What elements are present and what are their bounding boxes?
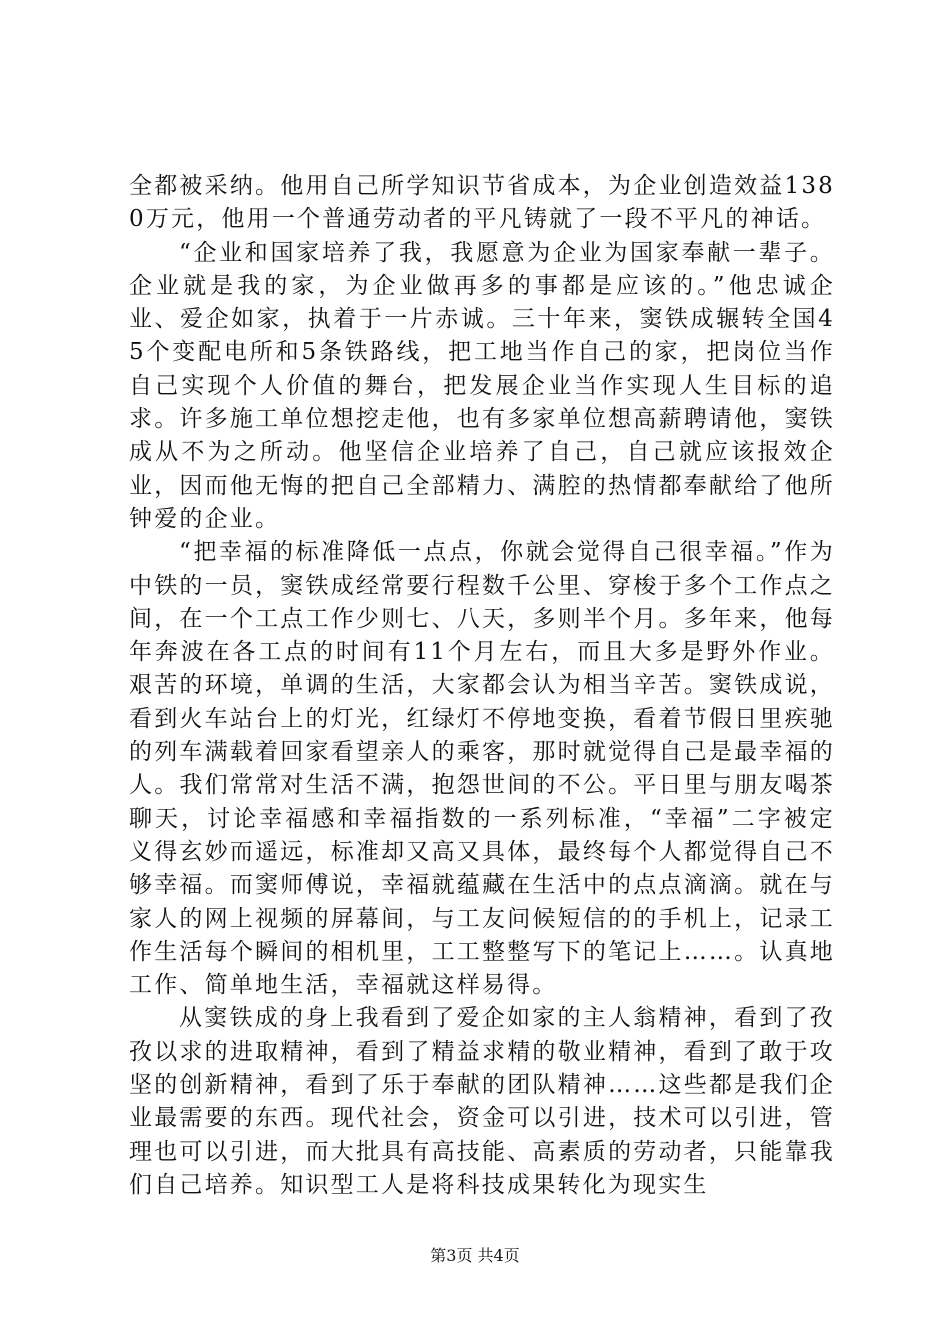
paragraph-happiness: “把幸福的标准降低一点点，你就会觉得自己很幸福。”作为中铁的一员，窦铁成经常要行程数千公里、穿梭于多个工作点之间，在一个工点工作少则七、八天，多则半个月。多年来，他每年奔波在各工点的时间有11个月左右，而且大多是野外作业。艰苦的环境，单调的生活，大家都会认为相当辛苦。窦铁成说，看到火车站台上的灯光，红绿灯不停地变换，看着节假日里疾驰的列车满载着回家看望亲人的乘客，那时就觉得自己是最幸福的人。我们常常对生活不满，抱怨世间的不公。平日里与朋友喝茶聊天，讨论幸福感和幸福指数的一系列标准，“幸福”二字被定义得玄妙而遥远，标准却又高又具体，最终每个人都觉得自己不够幸福。而窦师傅说，幸福就蕴藏在生活中的点点滴滴。就在与家人的网上视频的屏幕间，与工友问候短信的的手机上，记录工作生活每个瞬间的相机里，工工整整写下的笔记上……。认真地工作、简单地生活，幸福就这样易得。 (129, 539, 835, 999)
page-footer: 第3页 共4页 (430, 1246, 520, 1265)
document-body (129, 170, 835, 1202)
paragraph-spirit: 从窦铁成的身上我看到了爱企如家的主人翁精神，看到了孜孜以求的进取精神，看到了精益求精的敬业精神，看到了敢于攻坚的创新精神，看到了乐于奉献的团队精神……这些都是我们企业最需要的东西。现代社会，资金可以引进，技术可以引进，管理也可以引进，而大批具有高技能、高素质的劳动者，只能靠我们自己培养。知识型工人是将科技成果转化为现实生 (129, 1005, 835, 1198)
paragraph-continuation: 全都被采纳。他用自己所学知识节省成本，为企业创造效益1380万元，他用一个普通劳动者的平凡铸就了一段不平凡的神话。 (129, 173, 835, 233)
paragraph-loyalty: “企业和国家培养了我，我愿意为企业为国家奉献一辈子。企业就是我的家，为企业做再多的事都是应该的。”他忠诚企业、爱企如家，执着于一片赤诚。三十年来，窦铁成辗转全国45个变配电所和5条铁路线，把工地当作自己的家，把岗位当作自己实现个人价值的舞台，把发展企业当作实现人生目标的追求。许多施工单位想挖走他，也有多家单位想高薪聘请他，窦铁成从不为之所动。他坚信企业培养了自己，自己就应该报效企业，因而他无悔的把自己全部精力、满腔的热情都奉献给了他所钟爱的企业。 (129, 239, 835, 532)
